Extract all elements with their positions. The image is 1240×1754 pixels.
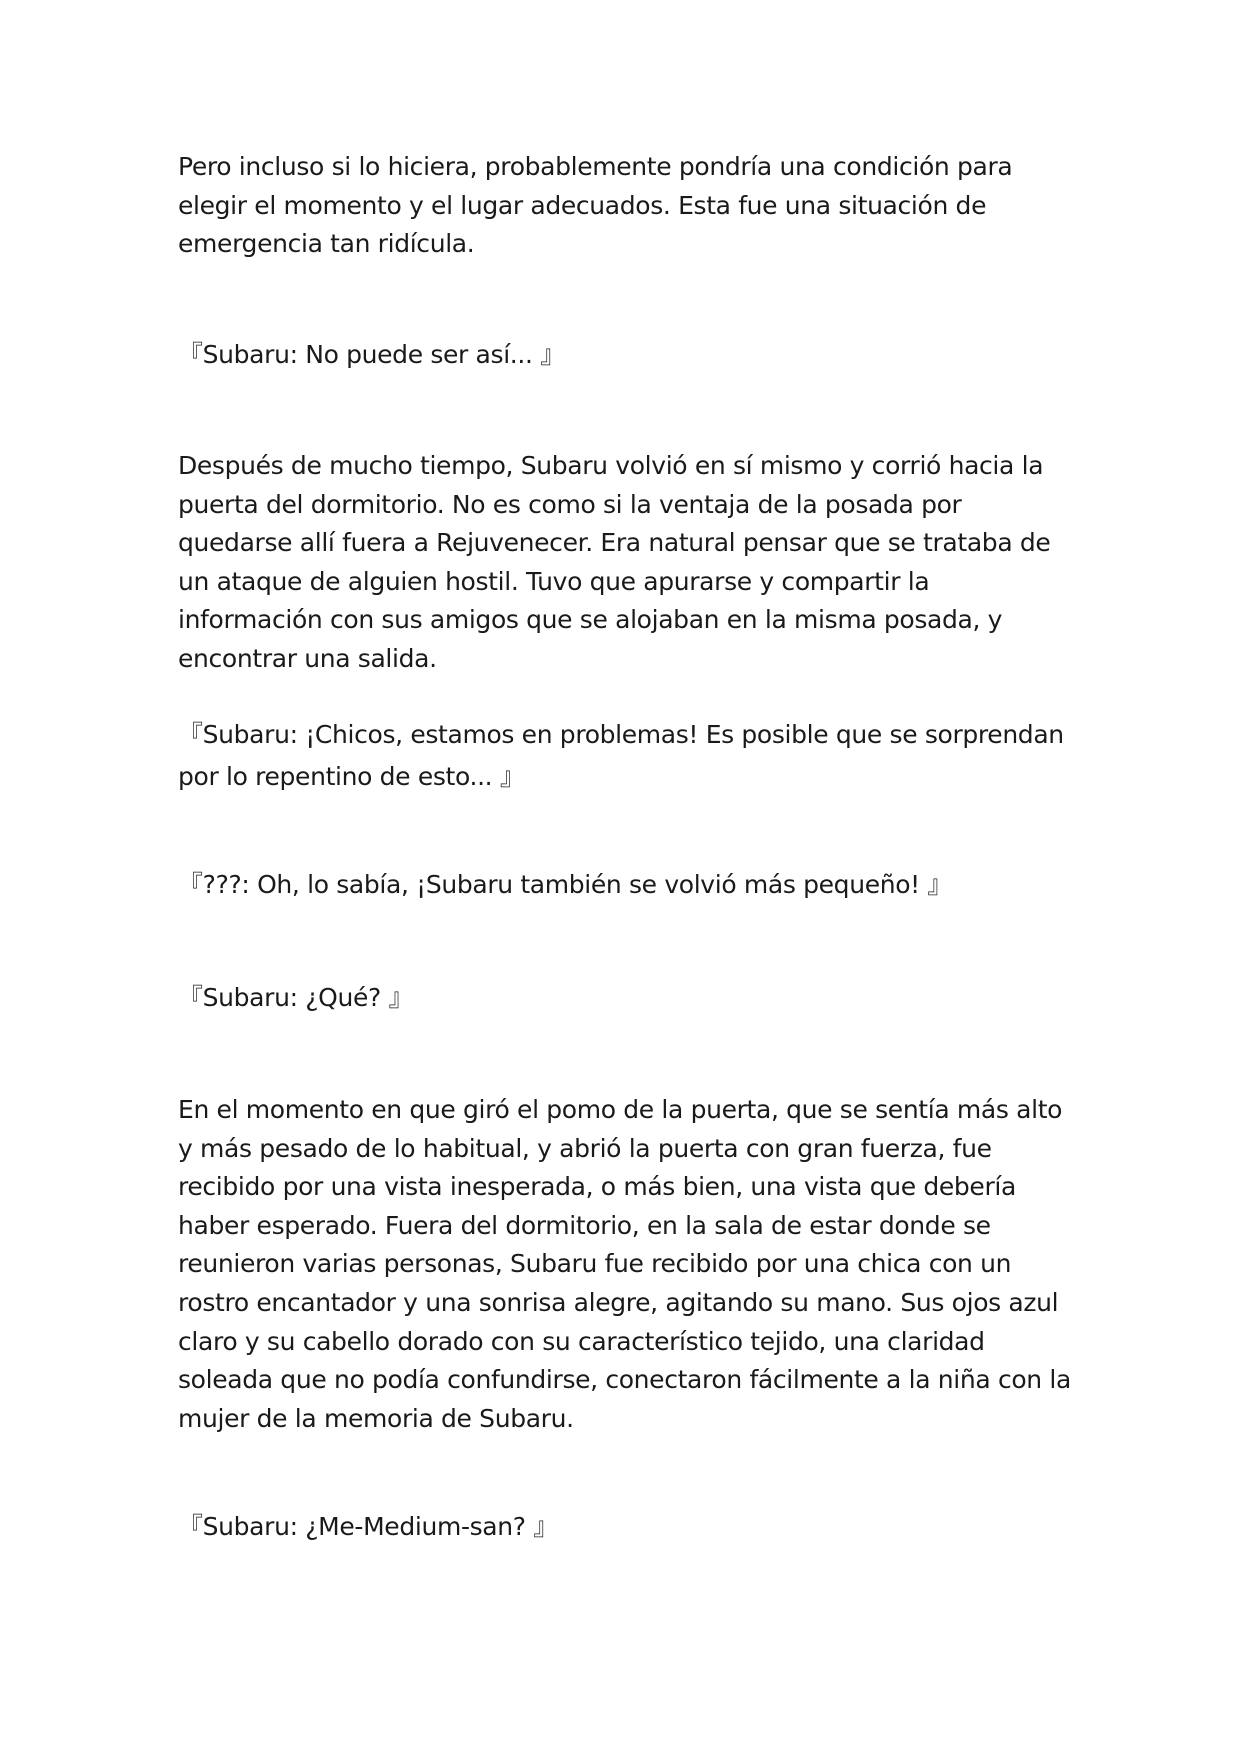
dialogue-line: 『Subaru: ¿Qué? 』 xyxy=(178,983,414,1012)
dialogue-line: 『Subaru: ¿Me-Medium-san? 』 xyxy=(178,1512,558,1541)
dialogue-line: 『Subaru: ¡Chicos, estamos en problemas! Es posible que se sorprendan por lo repentino de esto... 』 xyxy=(178,720,1064,791)
narration-paragraph: Pero incluso si lo hiciera, probablemente pondría una condición para elegir el momento y el lugar adecuados. Esta fue una situación de emergencia tan ridícula. xyxy=(178,152,1013,259)
narration-paragraph: En el momento en que giró el pomo de la puerta, que se sentía más alto y más pesado de lo habitual, y abrió la puerta con gran fuerza, fue recibido por una vista inesperada, o más bien, una vista que debería haber esperado. Fuera del dormitorio, en la sala de estar donde se reunieron varias personas, Subaru fue recibido por una chica con un rostro encantador y una sonrisa alegre, agitando su mano. Sus ojos azul claro y su cabello dorado con su característico tejido, una claridad soleada que no podía confundirse, conectaron fácilmente a la niña con la mujer de la memoria de Subaru. xyxy=(178,1095,1071,1433)
dialogue-line: 『Subaru: No puede ser así... 』 xyxy=(178,340,565,369)
dialogue-line: 『???: Oh, lo sabía, ¡Subaru también se volvió más pequeño! 』 xyxy=(178,870,953,899)
narration-paragraph: Después de mucho tiempo, Subaru volvió en sí mismo y corrió hacia la puerta del dormitorio. No es como si la ventaja de la posada por quedarse allí fuera a Rejuvenecer. Era natural pensar que se trataba de un ataque de alguien hostil. Tuvo que apurarse y compartir la información con sus amigos que se alojaban en la misma posada, y encontrar una salida. xyxy=(178,451,1051,673)
